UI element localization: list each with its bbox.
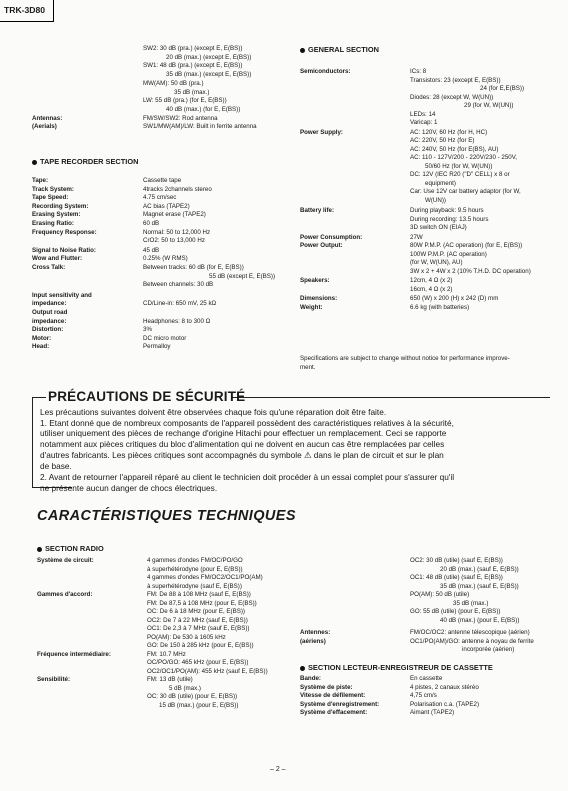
precaution-line: notamment aux pièces critiques du bloc d'alimentation qui ne doivent en aucun cas être remplacées par celles	[40, 439, 445, 450]
tape-spec-value: Magnet erase (TAPE2)	[143, 211, 206, 219]
precaution-line: de base.	[40, 460, 72, 471]
precaution-line: ne présente aucun danger de chocs électriques.	[40, 482, 218, 493]
fr-radio-value: GO: De 150 à 285 kHz (pour E, E(BS))	[147, 642, 254, 649]
fr-tape-label: Vitesse de défilement:	[300, 692, 366, 699]
general-spec-label: Battery life:	[300, 207, 335, 214]
tape-spec-label: Erasing Ratio:	[32, 220, 74, 227]
fr-radio-value: OC2: 30 dB (utile) (sauf E, E(BS))	[410, 557, 503, 564]
bullet-icon	[37, 547, 42, 552]
fr-antenna-label: Antennes:	[300, 629, 331, 636]
general-spec-value: Varicap: 1	[410, 119, 438, 126]
radio-spec-label: Antennas:	[32, 114, 63, 122]
radio-spec-value: MW(AM): 50 dB (pra.)	[143, 79, 204, 87]
general-spec-value: AC: 110 - 127V/200 - 220V/230 - 250V,	[410, 154, 517, 161]
tape-spec-value: Cassette tape	[143, 177, 182, 184]
tape-spec-value: CD/Line-in: 650 mV, 25 kΩ	[143, 300, 217, 308]
fr-radio-value: FM: De 88 à 108 MHz (sauf E, E(BS))	[147, 591, 251, 598]
general-spec-value: Car: Use 12V car battery adaptor (for W,	[410, 188, 521, 195]
fr-tape-label: Bande:	[300, 675, 321, 682]
tape-spec-label: Input sensitivity and	[32, 291, 92, 299]
tape-spec-label: Frequency Response:	[32, 228, 97, 236]
fr-radio-value: OC1: De 2,3 à 7 MHz (sauf E, E(BS))	[147, 625, 250, 632]
precautions-border-top-right	[232, 397, 550, 398]
general-spec-label: Weight:	[300, 303, 323, 311]
page-number: – 2 –	[270, 766, 286, 773]
tape-spec-value: 4.75 cm/sec	[143, 194, 177, 202]
tape-spec-label: Cross Talk:	[32, 264, 66, 271]
tape-spec-label: impedance:	[32, 317, 67, 325]
general-spec-value: DC: 12V (IEC R20 ("D" CELL) x 8 or	[410, 171, 510, 178]
general-spec-value: equipment)	[425, 179, 456, 187]
bullet-icon	[300, 48, 305, 53]
radio-spec-value: 40 dB (max.) (for E, E(BS))	[166, 105, 241, 113]
fr-radio-value: OC1: 48 dB (utile) (sauf E, E(BS))	[410, 574, 503, 581]
general-spec-label: Semiconductors:	[300, 68, 351, 75]
model-number-box: TRK-3D80	[0, 0, 54, 22]
fr-radio-value: 35 dB (max.)	[453, 599, 489, 607]
tape-spec-value: Between channels: 30 dB	[143, 281, 214, 289]
fr-radio-value: à superhétérodyne (sauf E, E(BS))	[147, 582, 242, 590]
fr-tape-label: Système de piste:	[300, 683, 353, 691]
section-tape-fr-heading: SECTION LECTEUR-ENREGISTREUR DE CASSETTE	[300, 663, 493, 672]
radio-spec-value: 20 dB (max.) (except E, E(BS))	[166, 53, 252, 61]
bullet-icon	[32, 160, 37, 165]
general-spec-value: During recording: 13.5 hours	[410, 215, 489, 223]
general-spec-value: 6.6 kg (with batteries)	[410, 303, 470, 311]
precautions-border-left	[32, 397, 33, 487]
fr-radio-value: FM: 13 dB (utile)	[147, 676, 193, 683]
general-section-heading: GENERAL SECTION	[300, 45, 379, 54]
radio-spec-value: SW1/MW(AM)/LW: Built in ferrite antenna	[143, 123, 257, 131]
general-spec-value: 16cm, 4 Ω (x 2)	[410, 285, 453, 293]
tape-spec-value: 60 dB	[143, 220, 160, 227]
fr-radio-value: 4 gammes d'ondes FM/OC/PO/GO	[147, 557, 243, 564]
radio-spec-value: 35 dB (max.) (except E, E(BS))	[166, 71, 252, 79]
fr-radio-value: 5 dB (max.)	[169, 684, 201, 692]
spec-note-line-2: ment.	[300, 364, 316, 371]
tape-section-heading: TAPE RECORDER SECTION	[32, 157, 138, 166]
caracteristiques-title: CARACTÉRISTIQUES TECHNIQUES	[37, 508, 296, 524]
radio-spec-value: FM/SW/SW2: Rod antenna	[143, 114, 218, 122]
tape-spec-label: Tape:	[32, 177, 49, 184]
precaution-line: utiliser uniquement des pièces de rechange d'origine Hitachi pour effectuer un remplacement. Ceci se rapporte	[40, 428, 447, 439]
radio-spec-value: SW1: 48 dB (pra.) (except E, E(BS))	[143, 62, 243, 70]
general-spec-value: W(UN))	[425, 196, 446, 204]
general-spec-value: 3D switch ON (EIAJ)	[410, 224, 467, 231]
fr-tape-label: Système d'effacement:	[300, 709, 368, 716]
tape-spec-value: Permalloy	[143, 343, 171, 351]
tape-spec-label: Track System:	[32, 185, 74, 193]
general-spec-value: 50/60 Hz (for W, W(UN))	[425, 162, 493, 170]
general-spec-label: Dimensions:	[300, 295, 338, 302]
general-spec-label: Speakers:	[300, 277, 330, 284]
fr-radio-value: PO(AM): 50 dB (utile)	[410, 591, 470, 598]
tape-spec-value: CrO2: 50 to 13,000 Hz	[143, 237, 205, 245]
fr-radio-value: OC/PO/GO: 465 kHz (pour E, E(BS))	[147, 659, 249, 666]
tape-spec-label: Output road	[32, 309, 68, 316]
tape-spec-value: 3%	[143, 326, 152, 334]
general-spec-value: AC: 120V, 60 Hz (for H, HC)	[410, 128, 488, 136]
tape-spec-label: Signal to Noise Ratio:	[32, 246, 96, 254]
tape-spec-value: Normal: 50 to 12,000 Hz	[143, 228, 211, 236]
tape-spec-value: 55 dB (except E, E(BS))	[209, 272, 276, 280]
fr-radio-value: FM: De 87,5 à 108 MHz (pour E, E(BS))	[147, 599, 257, 607]
tape-spec-label: Distortion:	[32, 326, 64, 334]
radio-spec-value: LW: 55 dB (pra.) (for E, E(BS))	[143, 97, 227, 105]
general-spec-value: (for W, W(UN), AU)	[410, 259, 463, 266]
general-spec-value: During playback: 9.5 hours	[410, 207, 484, 214]
fr-radio-value: 40 dB (max.) (pour E, E(BS))	[440, 616, 520, 624]
general-spec-value: 650 (W) x 200 (H) x 242 (D) mm	[410, 295, 499, 302]
fr-radio-value: GO: 55 dB (utile) (pour E, E(BS))	[410, 608, 501, 615]
precautions-border-top-left	[32, 397, 46, 398]
tape-spec-value: 45 dB	[143, 246, 160, 254]
tape-spec-value: Headphones: 8 to 300 Ω	[143, 317, 211, 325]
fr-radio-label: Système de circuit:	[37, 557, 94, 564]
general-spec-label: Power Output:	[300, 242, 343, 249]
general-spec-value: 29 (for W, W(UN))	[464, 102, 514, 109]
general-spec-value: 12cm, 4 Ω (x 2)	[410, 277, 453, 284]
tape-spec-label: Erasing System:	[32, 211, 81, 219]
fr-radio-value: OC: De 6 à 18 MHz (pour E, E(BS))	[147, 608, 245, 615]
bullet-icon	[300, 666, 305, 671]
fr-tape-label: Système d'enregistrement:	[300, 700, 380, 708]
fr-radio-value: OC2: De 7 à 22 MHz (sauf E, E(BS))	[147, 616, 248, 624]
fr-radio-value: FM/OC/OC2: antenne télescopique (aérien)	[410, 629, 530, 636]
fr-tape-value: En cassette	[410, 675, 443, 682]
tape-spec-label: Head:	[32, 343, 50, 351]
fr-radio-value: à superhétérodyne (pour E, E(BS))	[147, 565, 243, 573]
precaution-line: d'autres fabricants. Les pièces critiques sont accompagnés du symbole ⚠ dans le plan de circuit et sur le plan	[40, 449, 444, 460]
spec-note-line-1: Specifications are subject to change without notice for performance improve-	[300, 355, 510, 362]
precautions-title: PRÉCAUTIONS DE SÉCURITÉ	[48, 389, 246, 404]
fr-radio-value: 20 dB (max.) (sauf E, E(BS))	[440, 565, 519, 573]
precaution-line: Les précautions suivantes doivent être observées chaque fois qu'une réparation doit être faite.	[40, 407, 387, 417]
fr-radio-value: PO(AM): De 530 à 1605 kHz	[147, 633, 226, 641]
fr-antenna-label: (aériens)	[300, 637, 326, 645]
general-spec-label: Power Consumption:	[300, 233, 363, 241]
fr-radio-value: OC1/PO(AM)/GO: antenne à noyau de ferrite	[410, 637, 534, 645]
tape-spec-label: Wow and Flutter:	[32, 255, 83, 263]
general-spec-value: 3W x 2 + 4W x 2 (10% T.H.D. DC operation)	[410, 267, 531, 275]
precaution-line: 2. Avant de retourner l'appareil réparé au client le technicien doit procéder à un essai complet pour s'assurer qu'il	[40, 472, 455, 483]
tape-spec-label: Motor:	[32, 334, 52, 342]
general-spec-value: Transistors: 23 (except E, E(BS))	[410, 76, 501, 84]
general-spec-value: LEDs: 14	[410, 110, 436, 118]
fr-radio-value: OC2/OC1/PO(AM): 455 kHz (sauf E, E(BS))	[147, 667, 268, 675]
fr-radio-value: 35 dB (max.) (sauf E, E(BS))	[440, 582, 519, 590]
radio-spec-value: 35 dB (max.)	[174, 88, 210, 96]
general-spec-value: ICs: 8	[410, 68, 427, 75]
fr-radio-label: Fréquence intermédiaire:	[37, 650, 111, 658]
general-spec-value: 24 (for E,E(BS))	[480, 85, 525, 92]
general-spec-value: 100W P.M.P. (AC operation)	[410, 250, 487, 258]
fr-tape-value: 4 pistes, 2 canaux stéréo	[410, 683, 479, 691]
fr-radio-value: 15 dB (max.) (pour E, E(BS))	[159, 701, 239, 709]
radio-spec-value: SW2: 30 dB (pra.) (except E, E(BS))	[143, 45, 243, 52]
general-spec-label: Power Supply:	[300, 128, 343, 136]
tape-spec-value: 4tracks 2channels stereo	[143, 185, 212, 193]
general-spec-value: AC: 220V, 50 Hz (for E)	[410, 137, 475, 144]
general-spec-value: 80W P.M.P. (AC operation) (for E, E(BS))	[410, 242, 523, 249]
fr-tape-value: 4,75 cm/s	[410, 692, 437, 699]
fr-radio-value: incorporée (aérien)	[462, 646, 515, 653]
fr-tape-value: Polarisation c.a. (TAPE2)	[410, 700, 480, 708]
fr-radio-label: Sensibilité:	[37, 676, 71, 683]
general-spec-value: 27W	[410, 233, 423, 241]
radio-spec-label: (Aerials)	[32, 123, 57, 131]
precaution-line: 1. Etant donné que de nombreux composants de l'appareil possèdent des caractéristiques relatives à la sécurité,	[40, 417, 454, 428]
fr-radio-label: Gammes d'accord:	[37, 591, 93, 598]
general-spec-value: AC: 240V, 50 Hz (for E(BS), AU)	[410, 145, 499, 153]
section-radio-heading: SECTION RADIO	[37, 544, 104, 553]
tape-spec-label: Tape Speed:	[32, 194, 69, 202]
tape-spec-value: DC micro motor	[143, 334, 187, 342]
fr-radio-value: FM: 10.7 MHz	[147, 650, 186, 658]
fr-radio-value: 4 gammes d'ondes FM/OC2/OC1/PO(AM)	[147, 574, 263, 581]
fr-tape-value: Aimant (TAPE2)	[410, 709, 455, 716]
general-spec-value: Diodes: 28 (except W, W(UN))	[410, 93, 494, 101]
tape-spec-value: AC bias (TAPE2)	[143, 202, 190, 210]
tape-spec-label: Recording System:	[32, 202, 89, 210]
fr-radio-value: OC: 30 dB (utile) (pour E, E(BS))	[147, 693, 238, 700]
tape-spec-value: Between tracks: 60 dB (for E, E(BS))	[143, 264, 244, 271]
tape-spec-label: impedance:	[32, 300, 67, 308]
tape-spec-value: 0.25% (W RMS)	[143, 255, 188, 263]
